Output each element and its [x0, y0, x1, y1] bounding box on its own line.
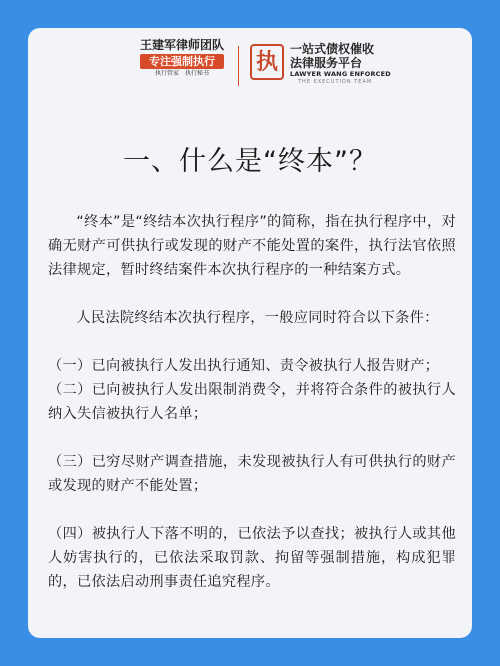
- brand-left: [132, 38, 232, 79]
- spacer: [48, 498, 456, 522]
- platform-line1: 一站式债权催收: [290, 42, 375, 56]
- condition-item-2: （二）已向被执行人发出限制消费令，并将符合条件的被执行人纳入失信被执行人名单；: [48, 382, 456, 422]
- team-slogan-badge: 专注强制执行: [140, 54, 224, 69]
- team-name: 王建军律师团队: [139, 38, 224, 52]
- team-tagline: 执行管家 执行秘书: [154, 70, 209, 77]
- definition-paragraph: “终本”是“终结本次执行程序”的简称，指在执行程序中，对确无财产可供执行或发现的财产不能处置的案件，执行法官依照法律规定，暂时终结案件本次执行程序的一种结案方式。: [48, 214, 456, 278]
- platform-line2: 法律服务平台: [290, 56, 363, 70]
- platform-english-sub: THE EXECUTION TEAM: [298, 79, 373, 85]
- conditions-intro: 人民法院终结本次执行程序，一般应同时符合以下条件：: [76, 310, 439, 326]
- condition-item-1: （一）已向被执行人发出执行通知、责令被执行人报告财产；: [48, 358, 440, 374]
- header-divider: [238, 46, 239, 86]
- document-card: [28, 28, 472, 638]
- spacer: [48, 426, 456, 450]
- body-content: [48, 210, 456, 594]
- spacer: [48, 330, 456, 354]
- spacer: [48, 282, 456, 306]
- header: [28, 28, 472, 106]
- seal-logo-icon: 执: [250, 44, 284, 80]
- brand-right: [290, 42, 400, 86]
- condition-item-3: （三）已穷尽财产调查措施，未发现被执行人有可供执行的财产或发现的财产不能处置；: [48, 454, 456, 494]
- page-title: 一、什么是“终本”？: [123, 146, 377, 177]
- condition-item-4: （四）被执行人下落不明的，已依法予以查找；被执行人或其他人妨害执行的，已依法采取罚款、拘留等强制措施，构成犯罪的，已依法启动刑事责任追究程序。: [48, 526, 456, 590]
- platform-english-name: LAWYER WANG ENFORCED: [290, 70, 391, 78]
